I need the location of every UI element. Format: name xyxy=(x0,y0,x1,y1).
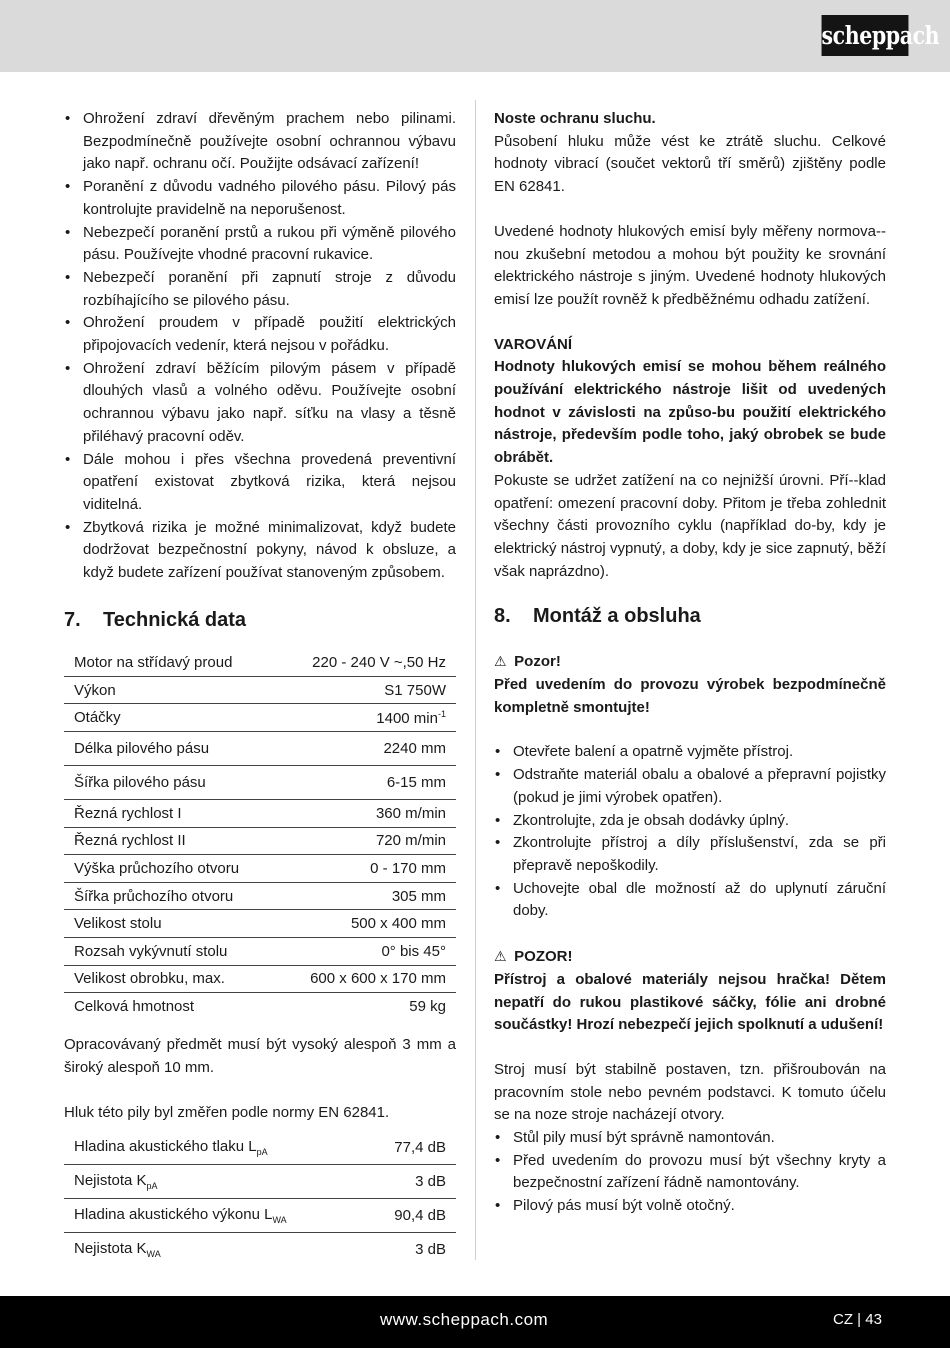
noise-label-sub: WA xyxy=(146,1249,161,1260)
table-row xyxy=(64,910,456,938)
section-title-technical-data xyxy=(64,609,456,632)
spec-value: 720 m/min xyxy=(277,827,456,855)
list-item: • Pilový pás musí být volně otočný. xyxy=(494,1195,886,1218)
spec-label: Řezná rychlost II xyxy=(64,827,277,855)
table-row xyxy=(64,800,456,828)
list-item: • Ohrožení proudem v případě použití elektrických připojovacích vedenír, která nejsou v pořádku. xyxy=(64,312,456,357)
list-item: • Odstraňte materiál obalu a obalové a přepravní pojistky (pokud je jimi výrobek opatřen). xyxy=(494,764,886,809)
spec-label: Výkon xyxy=(64,676,277,704)
left-column xyxy=(64,108,456,1266)
right-column xyxy=(494,108,886,1218)
spec-value: 600 x 600 x 170 mm xyxy=(277,965,456,993)
noise-label xyxy=(64,1232,364,1266)
spec-value: 220 - 240 V ~,50 Hz xyxy=(277,649,456,677)
spec-value: 6-15 mm xyxy=(277,766,456,800)
caution-text: Před uvedením do provozu výrobek bezpodmínečně kompletně smontujte! xyxy=(494,676,886,716)
spec-value: 0° bis 45° xyxy=(277,938,456,966)
mount-text: Stroj musí být stabilně postaven, tzn. přišroubován na pracovním stole nebo pevném podstavci. K tomuto účelu se na noze stroje nacházejí otvory. xyxy=(494,1060,886,1124)
section-number: 7. xyxy=(64,608,81,631)
section-heading: Montáž a obsluha xyxy=(533,605,701,628)
spec-label: Šířka pilového pásu xyxy=(64,766,277,800)
list-item: • Ohrožení zdraví běžícím pilovým pásem v případě dlouhých vlasů a volného oděvu. Používejte osobní ochrannou výbavu jako např. síťku na vlasy a těsně přiléhavý pracovní oděv. xyxy=(64,358,456,449)
list-item: • Otevřete balení a opatrně vyjměte přístroj. xyxy=(494,741,886,764)
spec-value: S1 750W xyxy=(277,676,456,704)
spec-value-text: 1400 min xyxy=(376,709,438,727)
list-item: • Před uvedením do provozu musí být všechny kryty a bezpečnostní zařízení řádně namontovány. xyxy=(494,1150,886,1195)
spec-value: 2240 mm xyxy=(277,732,456,766)
list-item: • Nebezpečí poranění při zapnutí stroje z důvodu rozbíhajícího se pilového pásu. xyxy=(64,267,456,312)
table-row xyxy=(64,1130,456,1164)
list-item: • Poranění z důvodu vadného pilového pásu. Pilový pás kontrolujte pravidelně na neporušenost. xyxy=(64,176,456,221)
noise-label-text: Hladina akustického výkonu L xyxy=(74,1205,273,1223)
table-row xyxy=(64,965,456,993)
list-item: • Uchovejte obal dle možností až do uplynutí záruční doby. xyxy=(494,878,886,923)
table-row xyxy=(64,704,456,732)
warning-icon: ⚠ xyxy=(494,948,507,965)
table-row xyxy=(64,1198,456,1232)
table-row xyxy=(64,882,456,910)
table-row xyxy=(64,855,456,883)
noise-label-sub: pA xyxy=(256,1146,268,1157)
noise-value: 3 dB xyxy=(364,1164,456,1198)
spec-label: Velikost stolu xyxy=(64,910,277,938)
section-heading: Technická data xyxy=(103,608,247,631)
table-row xyxy=(64,732,456,766)
table-row xyxy=(64,993,456,1021)
table-row xyxy=(64,649,456,677)
noise-table xyxy=(64,1130,456,1266)
workpiece-note: Opracovávaný předmět musí být vysoký alespoň 3 mm a široký alespoň 10 mm. xyxy=(64,1036,456,1076)
column-divider xyxy=(475,100,476,1260)
noise-label xyxy=(64,1130,364,1164)
table-row xyxy=(64,676,456,704)
page-number: CZ | 43 xyxy=(833,1311,882,1328)
section-number: 8. xyxy=(494,605,511,628)
table-row xyxy=(64,1164,456,1198)
noise-value: 3 dB xyxy=(415,1241,446,1259)
list-item: • Zkontrolujte, zda je obsah dodávky úplný. xyxy=(494,810,886,833)
hazard-list xyxy=(64,108,456,585)
page-footer xyxy=(0,1296,950,1348)
spec-label: Rozsah vykývnutí stolu xyxy=(64,938,277,966)
noise-label-sub: WA xyxy=(272,1214,287,1225)
warning-icon: ⚠ xyxy=(494,653,507,670)
hearing-title: Noste ochranu sluchu. xyxy=(494,110,656,127)
section-title-assembly xyxy=(494,605,886,628)
spec-label: Velikost obrobku, max. xyxy=(64,965,277,993)
list-item: • Zbytková rizika je možné minimalizovat, když budete dodržovat bezpečnostní pokyny, návod k obsluze, a když budete zařízení používat stanoveným způsobem. xyxy=(64,517,456,585)
keep-low-text: Pokuste se udržet zatížení na co nejnižší úrovni. Pří--klad opatření: omezení pracovní doby. Přitom je třeba zohlednit všechny části provozního cyklu (například do-by, kdy je elektrický nástroj vypnutý, a doby, kdy je sice zapnutý, běží však naprázdno). xyxy=(494,471,886,580)
noise-label xyxy=(64,1198,364,1232)
spec-value: 0 - 170 mm xyxy=(277,855,456,883)
unpack-list xyxy=(494,741,886,923)
caution-title-text: POZOR! xyxy=(514,948,573,966)
table-row xyxy=(64,938,456,966)
list-item: • Stůl pily musí být správně namontován. xyxy=(494,1127,886,1150)
measured-text: Uvedené hodnoty hlukových emisí byly měřeny normova--nou zkušební metodou a mohou být použity ke srovnání elektrického nástroje s jiným. Uvedené hodnoty hlukových emisí lze použít rovněž k předběžnému odhadu zatížení. xyxy=(494,222,886,308)
list-item: • Ohrožení zdraví dřevěným prachem nebo pilinami. Bezpodmínečně používejte osobní ochrannou výbavu jako např. ochranu očí. Použijte odsávací zařízení! xyxy=(64,108,456,176)
mount-list xyxy=(494,1127,886,1218)
table-row xyxy=(64,766,456,800)
noise-label-text: Hladina akustického tlaku L xyxy=(74,1137,257,1155)
page-header xyxy=(0,0,950,72)
brand-logo: scheppach xyxy=(822,15,909,56)
spec-label: Řezná rychlost I xyxy=(64,800,277,828)
spec-label: Celková hmotnost xyxy=(74,998,195,1016)
list-item: • Dále mohou i přes všechna provedená preventivní opatření existovat zbytková rizika, která nejsou viditelná. xyxy=(64,449,456,517)
warning-text: Hodnoty hlukových emisí se mohou během reálného používání elektrického nástroje lišit od uvedených hodnot v závislosti na způso-bu použití elektrického nástroje, především podle toho, jaký obrobek se bude obrábět. xyxy=(494,358,886,467)
warning-title: VAROVÁNÍ xyxy=(494,335,573,353)
spec-value-sup: -1 xyxy=(437,708,446,719)
caution-title xyxy=(494,945,886,969)
noise-label-sub: pA xyxy=(146,1180,158,1191)
noise-label xyxy=(64,1164,364,1198)
spec-value: 305 mm xyxy=(277,882,456,910)
table-row xyxy=(64,827,456,855)
spec-label: Šířka průchozího otvoru xyxy=(64,882,277,910)
spec-value: 500 x 400 mm xyxy=(277,910,456,938)
noise-value: 77,4 dB xyxy=(364,1130,456,1164)
noise-label-text: Nejistota K xyxy=(74,1171,147,1189)
spec-value xyxy=(277,704,456,732)
caution-title xyxy=(494,650,886,674)
hearing-text: Působení hluku může vést ke ztrátě sluchu. Celkové hodnoty vibrací (součet vektorů tří směrů) zjištěny podle EN 62841. xyxy=(494,132,886,196)
list-item: • Nebezpečí poranění prstů a rukou při výměně pilového pásu. Používejte vhodné pracovní rukavice. xyxy=(64,222,456,267)
caution-text: Přístroj a obalové materiály nejsou hračka! Dětem nepatří do rukou plastikové sáčky, fólie ani drobné součástky! Hrozí nebezpečí jejich spolknutí a udušení! xyxy=(494,970,886,1034)
spec-label: Motor na střídavý proud xyxy=(64,649,277,677)
spec-table xyxy=(64,649,456,1021)
noise-label-text: Nejistota K xyxy=(74,1240,147,1258)
spec-value: 360 m/min xyxy=(277,800,456,828)
spec-label: Délka pilového pásu xyxy=(64,732,277,766)
caution-title-text: Pozor! xyxy=(514,653,561,671)
list-item: • Zkontrolujte přístroj a díly příslušenství, zda se při přepravě nepoškodily. xyxy=(494,832,886,877)
spec-label: Otáčky xyxy=(64,704,277,732)
spec-value: 59 kg xyxy=(409,998,446,1016)
spec-label: Výška průchozího otvoru xyxy=(64,855,277,883)
website-link[interactable]: www.scheppach.com xyxy=(380,1310,549,1329)
table-row xyxy=(64,1232,456,1266)
noise-value: 90,4 dB xyxy=(364,1198,456,1232)
noise-intro: Hluk této pily byl změřen podle normy EN 62841. xyxy=(64,1103,390,1121)
